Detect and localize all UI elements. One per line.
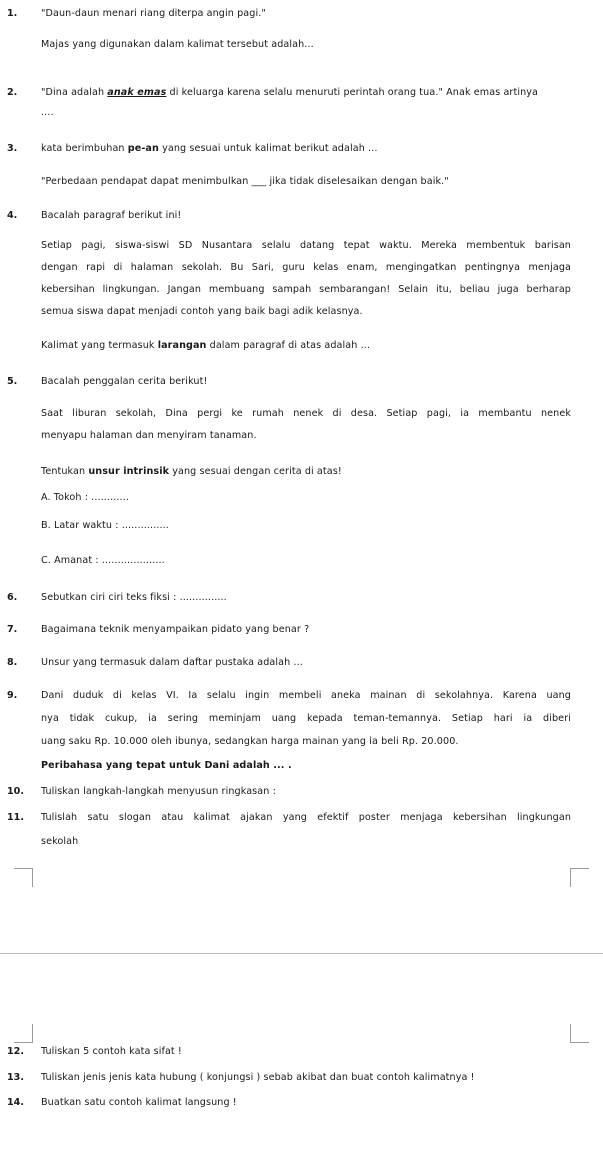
q4-para-line: kebersihan lingkungan. Jangan membuang sampah sembarangan! Selain itu, beliau juga berharap [41, 284, 571, 295]
q5-para-line: menyapu halaman dan menyiram tanaman. [41, 430, 257, 441]
q5-para-line: Saat liburan sekolah, Dina pergi ke rumah nenek di desa. Setiap pagi, ia membantu nenek [41, 408, 571, 419]
q2-highlight: anak emas [107, 87, 167, 98]
q12-number: 12. [7, 1046, 24, 1057]
q9-number: 9. [7, 690, 18, 701]
q5-option-a: A. Tokoh : ............ [41, 492, 129, 503]
q5-title: Bacalah penggalan cerita berikut! [41, 376, 208, 387]
q8-number: 8. [7, 657, 18, 668]
q4-question: Kalimat yang termasuk larangan dalam paragraf di atas adalah ... [41, 340, 371, 351]
q14-number: 14. [7, 1097, 24, 1108]
q12-text: Tuliskan 5 contoh kata sifat ! [41, 1046, 182, 1057]
q9-para-line: uang saku Rp. 10.000 oleh ibunya, sedangkan harga mainan yang ia beli Rp. 20.000. [41, 736, 459, 747]
q4-para-line: semua siswa dapat menjadi contoh yang baik bagi adik kelasnya. [41, 306, 363, 317]
q5-option-c: C. Amanat : .................... [41, 555, 165, 566]
q5-option-b: B. Latar waktu : ............... [41, 520, 169, 531]
q9-question: Peribahasa yang tepat untuk Dani adalah ... . [41, 760, 292, 771]
q7-text: Bagaimana teknik menyampaikan pidato yang benar ? [41, 624, 310, 635]
q2-ellipsis: .... [41, 107, 54, 118]
page-corner-mark [570, 1024, 589, 1043]
q1-number: 1. [7, 8, 18, 19]
page-corner-mark [570, 868, 589, 887]
q1-quote: "Daun-daun menari riang diterpa angin pagi." [41, 8, 266, 19]
q4-title: Bacalah paragraf berikut ini! [41, 210, 182, 221]
page-corner-mark [14, 1024, 33, 1043]
q11-number: 11. [7, 812, 24, 823]
page-corner-mark [14, 868, 33, 887]
q2-text: "Dina adalah anak emas di keluarga karena selalu menuruti perintah orang tua." Anak emas artinya [41, 87, 539, 98]
q13-text: Tuliskan jenis jenis kata hubung ( konjungsi ) sebab akibat dan buat contoh kalimatnya ! [41, 1072, 475, 1083]
q3-sentence: "Perbedaan pendapat dapat menimbulkan ___ jika tidak diselesaikan dengan baik." [41, 176, 449, 187]
q6-text: Sebutkan ciri ciri teks fiksi : ............... [41, 592, 227, 603]
q4-para-line: dengan rapi di halaman sekolah. Bu Sari, guru kelas enam, mengingatkan pentingnya menjaga [41, 262, 571, 273]
page-break-line [0, 953, 603, 954]
q11-line2: sekolah [41, 836, 79, 847]
q11-line1: Tulislah satu slogan atau kalimat ajakan yang efektif poster menjaga kebersihan lingkungan [41, 812, 571, 823]
q9-para-line: nya tidak cukup, ia sering meminjam uang kepada teman-temannya. Setiap hari ia diberi [41, 713, 571, 724]
q13-number: 13. [7, 1072, 24, 1083]
q10-text: Tuliskan langkah-langkah menyusun ringkasan : [41, 786, 276, 797]
q5-number: 5. [7, 376, 18, 387]
q2-number: 2. [7, 87, 18, 98]
q7-number: 7. [7, 624, 18, 635]
q8-text: Unsur yang termasuk dalam daftar pustaka adalah ... [41, 657, 303, 668]
q3-question: kata berimbuhan pe-an yang sesuai untuk kalimat berikut adalah ... [41, 143, 378, 154]
q10-number: 10. [7, 786, 24, 797]
q9-para-line: Dani duduk di kelas VI. Ia selalu ingin membeli aneka mainan di sekolahnya. Karena uang [41, 690, 571, 701]
q5-question: Tentukan unsur intrinsik yang sesuai dengan cerita di atas! [41, 466, 342, 477]
q6-number: 6. [7, 592, 18, 603]
q14-text: Buatkan satu contoh kalimat langsung ! [41, 1097, 237, 1108]
q4-para-line: Setiap pagi, siswa-siswi SD Nusantara selalu datang tepat waktu. Mereka membentuk barisan [41, 240, 571, 251]
q4-number: 4. [7, 210, 18, 221]
q1-question: Majas yang digunakan dalam kalimat tersebut adalah... [41, 39, 314, 50]
q3-number: 3. [7, 143, 18, 154]
